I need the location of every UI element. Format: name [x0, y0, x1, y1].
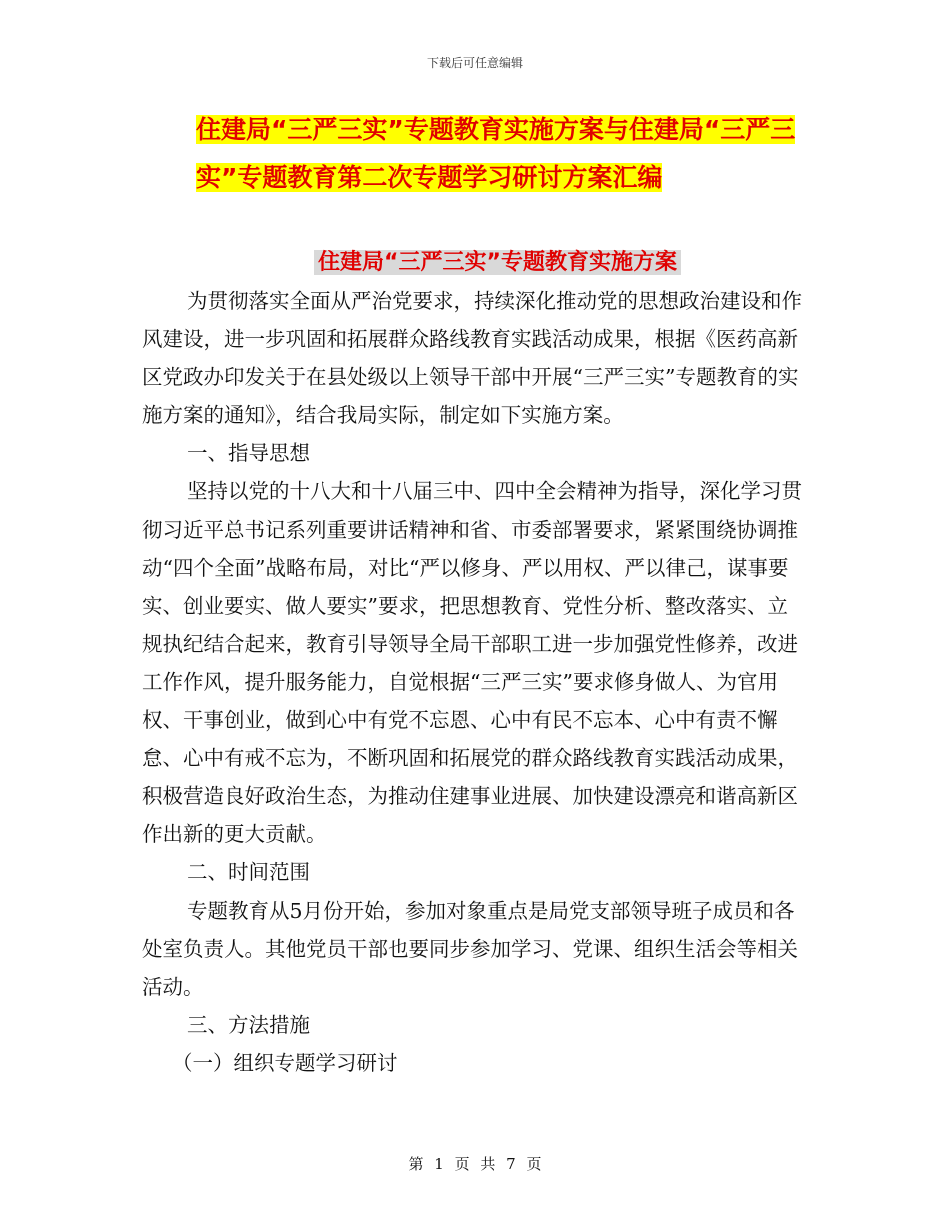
subheading-study: （一）组织专题学习研讨 [172, 1050, 398, 1075]
document-title-text: 住建局“三严三实”专题教育实施方案与住建局“三严三实”专题教育第二次专题学习研讨方案汇编 [196, 115, 796, 192]
header-note: 下载后可任意编辑 [426, 56, 523, 70]
intro-paragraph: 为贯彻落实全面从严治党要求，持续深化推动党的思想政治建设和作风建设，进一步巩固和拓展群众路线教育实践活动成果，根据《医药高新区党政办印发关于在县处级以上领导干部中开展“三严三实”专题教育的实施方案的通知》，结合我局实际，制定如下实施方案。 [142, 289, 802, 428]
guiding-paragraph: 坚持以党的十八大和十八届三中、四中全会精神为指导，深化学习贯彻习近平总书记系列重要讲话精神和省、市委部署要求，紧紧围绕协调推动“四个全面”战略布局，对比“严以修身、严以用权、严以律己，谋事要实、创业要实、做人要实”要求，把思想教育、党性分析、整改落实、立规执纪结合起来，教育引导领导全局干部职工进一步加强党性修养，改进工作作风，提升服务能力，自觉根据“三严三实”要求修身做人、为官用权、干事创业，做到心中有党不忘恩、心中有民不忘本、心中有责不懈怠、心中有戒不忘为，不断巩固和拓展党的群众路线教育实践活动成果，积极营造良好政治生态，为推动住建事业进展、加快建设漂亮和谐高新区作出新的更大贡献。 [142, 479, 802, 847]
document-body [142, 282, 802, 1082]
page-footer: 第 1 页 共 7 页 [408, 1155, 542, 1173]
section-title [0, 245, 950, 281]
heading-guiding-thought: 一、指导思想 [187, 441, 310, 466]
heading-methods: 三、方法措施 [187, 1012, 310, 1037]
time-paragraph: 专题教育从5月份开始，参加对象重点是局党支部领导班子成员和各处室负责人。其他党员干部也要同步参加学习、党课、组织生活会等相关活动。 [142, 898, 798, 999]
document-title [196, 106, 836, 202]
section-title-text: 住建局“三严三实”专题教育实施方案 [314, 250, 681, 275]
heading-time-range: 二、时间范围 [187, 860, 310, 885]
